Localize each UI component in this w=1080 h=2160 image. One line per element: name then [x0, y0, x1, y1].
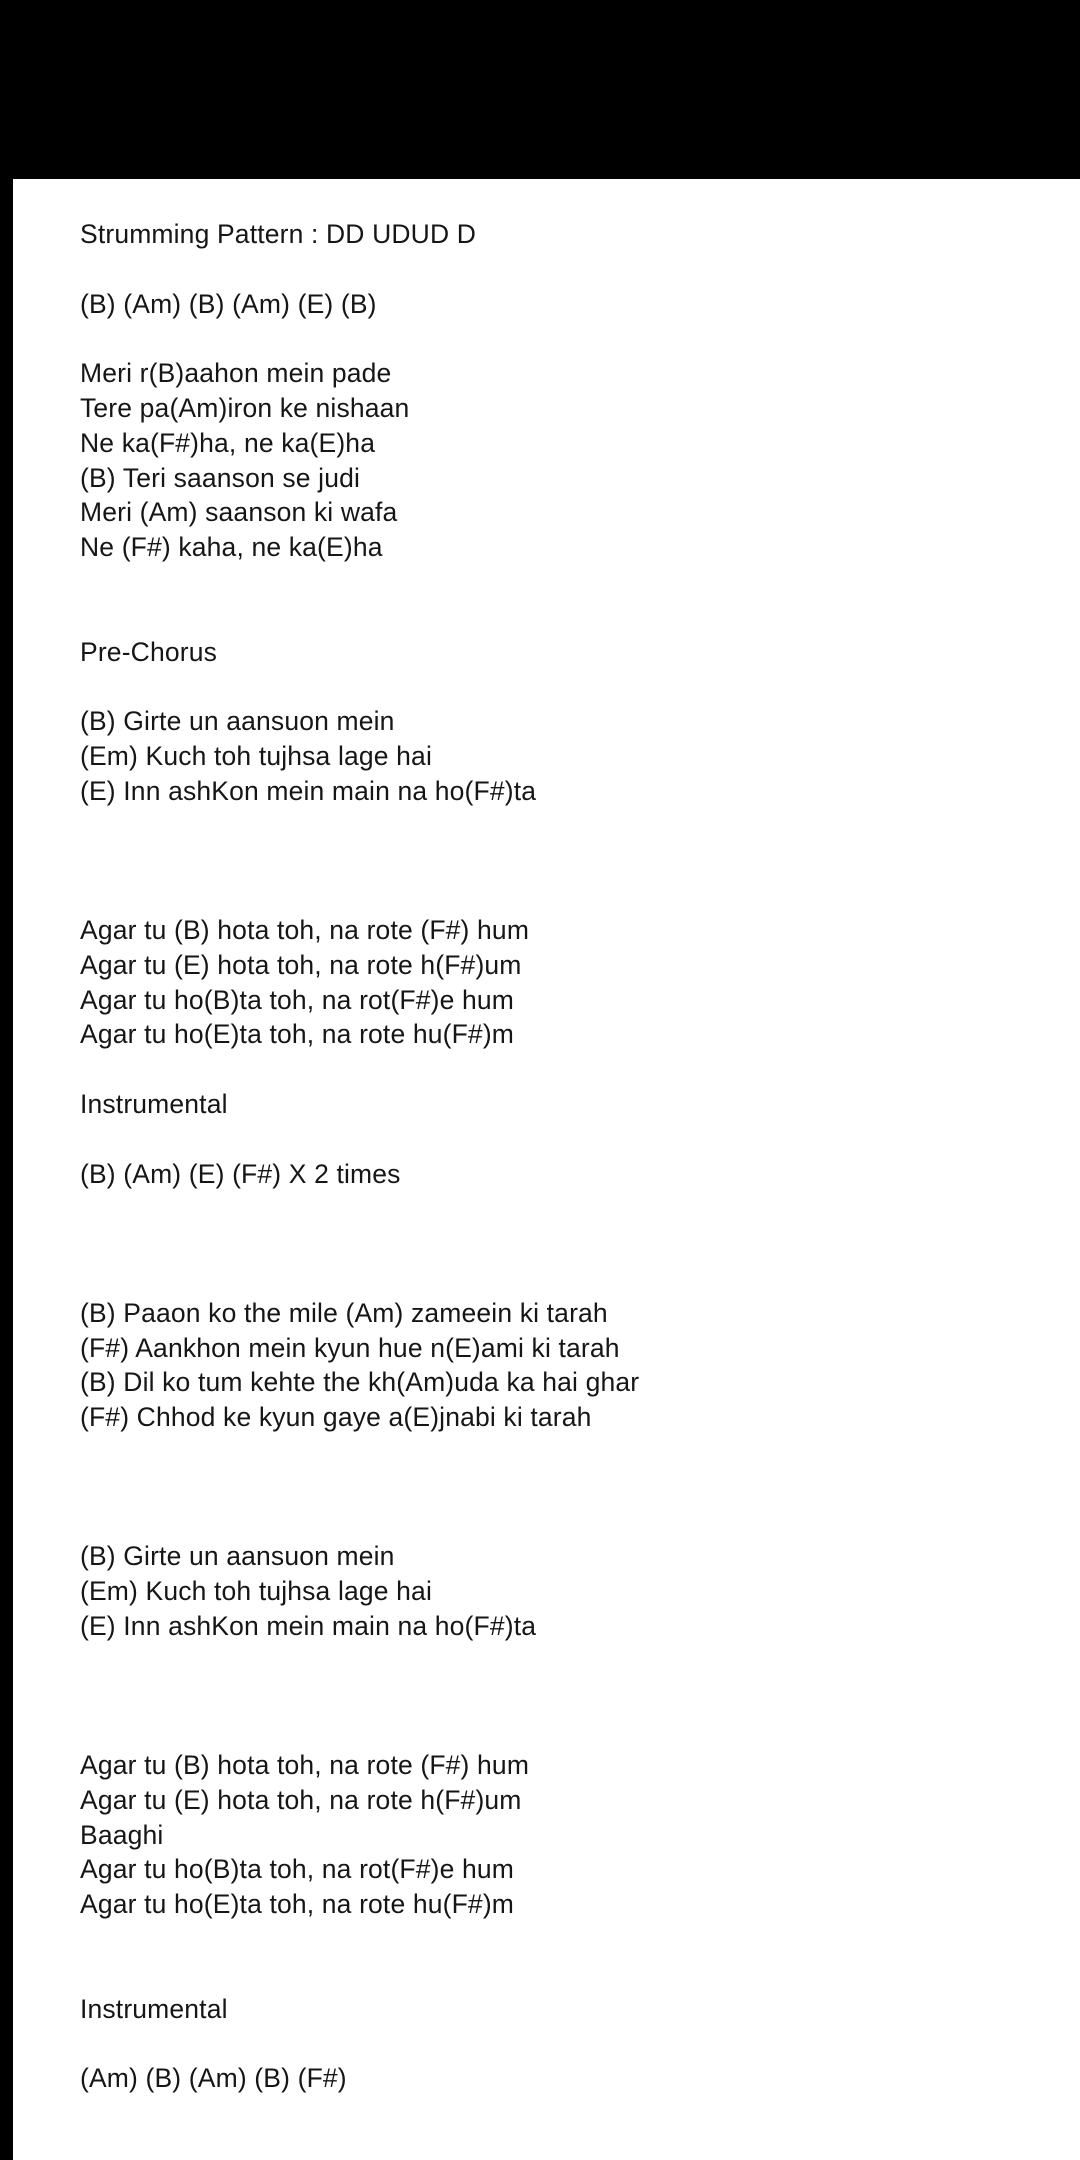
blank-line [80, 565, 1080, 600]
blank-line [80, 1191, 1080, 1226]
blank-line [80, 600, 1080, 635]
lyric-line: Agar tu (B) hota toh, na rote (F#) hum [80, 914, 530, 945]
blank-line [80, 1922, 1080, 1957]
blank-line [80, 252, 1080, 287]
lyric-line: (F#) Aankhon mein kyun hue n(E)ami ki tarah [80, 1332, 620, 1363]
blank-line [80, 1226, 1080, 1261]
lyric-line: Agar tu (E) hota toh, na rote h(F#)um [80, 949, 522, 980]
lyric-line: (B) Girte un aansuon mein [80, 1541, 395, 1572]
lyric-line: Agar tu ho(B)ta toh, na rot(F#)e hum [80, 1854, 515, 1885]
lyric-line: (Em) Kuch toh tujhsa lage hai [80, 1576, 432, 1607]
lyric-line: Meri (Am) saanson ki wafa [80, 497, 398, 528]
lyric-line: (E) Inn ashKon mein main na ho(F#)ta [80, 1610, 537, 1641]
top-status-bar [0, 0, 1080, 179]
lyric-line: (B) Teri saanson se judi [80, 462, 361, 493]
blank-line [80, 1713, 1080, 1748]
lyric-line: Ne ka(F#)ha, ne ka(E)ha [80, 427, 376, 458]
lyric-line: Baaghi [80, 1819, 164, 1850]
blank-line [80, 1644, 1080, 1679]
section-heading: Instrumental [80, 1993, 228, 2024]
blank-line [80, 843, 1080, 878]
lyric-line: Ne (F#) kaha, ne ka(E)ha [80, 532, 383, 563]
chord-line: (B) (Am) (B) (Am) (E) (B) [80, 288, 377, 319]
lyric-line: Agar tu (E) hota toh, na rote h(F#)um [80, 1784, 522, 1815]
blank-line [80, 669, 1080, 704]
lyric-line: (B) Paaon ko the mile (Am) zameein ki tarah [80, 1297, 608, 1328]
lyric-line: Agar tu (B) hota toh, na rote (F#) hum [80, 1750, 530, 1781]
blank-line [80, 1957, 1080, 1992]
lyrics-line-list [13, 179, 1080, 2096]
blank-line [80, 321, 1080, 356]
blank-line [80, 2026, 1080, 2061]
chord-sheet-content[interactable] [13, 179, 1080, 2160]
lyric-line: Agar tu ho(E)ta toh, na rote hu(F#)m [80, 1019, 515, 1050]
lyric-line: Tere pa(Am)iron ke nishaan [80, 392, 410, 423]
blank-line [80, 809, 1080, 844]
chord-line: (B) (Am) (E) (F#) X 2 times [80, 1158, 401, 1189]
section-heading: Instrumental [80, 1088, 228, 1119]
chord-line: (Am) (B) (Am) (B) (F#) [80, 2063, 347, 2094]
blank-line [80, 1678, 1080, 1713]
section-heading: Pre-Chorus [80, 636, 217, 667]
blank-line [80, 1122, 1080, 1157]
blank-line [80, 1435, 1080, 1470]
lyric-line: (Em) Kuch toh tujhsa lage hai [80, 740, 432, 771]
blank-line [80, 1261, 1080, 1296]
strumming-pattern-heading: Strumming Pattern : DD UDUD D [80, 219, 477, 249]
lyric-line: (F#) Chhod ke kyun gaye a(E)jnabi ki tarah [80, 1402, 592, 1433]
left-gutter [0, 179, 13, 2160]
lyric-line: (E) Inn ashKon mein main na ho(F#)ta [80, 775, 537, 806]
blank-line [80, 1470, 1080, 1505]
blank-line [80, 1504, 1080, 1539]
lyric-line: Agar tu ho(E)ta toh, na rote hu(F#)m [80, 1889, 515, 1920]
blank-line [80, 1052, 1080, 1087]
blank-line [80, 878, 1080, 913]
lyric-line: Meri r(B)aahon mein pade [80, 358, 392, 389]
lyric-line: (B) Dil ko tum kehte the kh(Am)uda ka hai ghar [80, 1367, 640, 1398]
lyric-line: (B) Girte un aansuon mein [80, 706, 395, 737]
lyric-line: Agar tu ho(B)ta toh, na rot(F#)e hum [80, 984, 515, 1015]
